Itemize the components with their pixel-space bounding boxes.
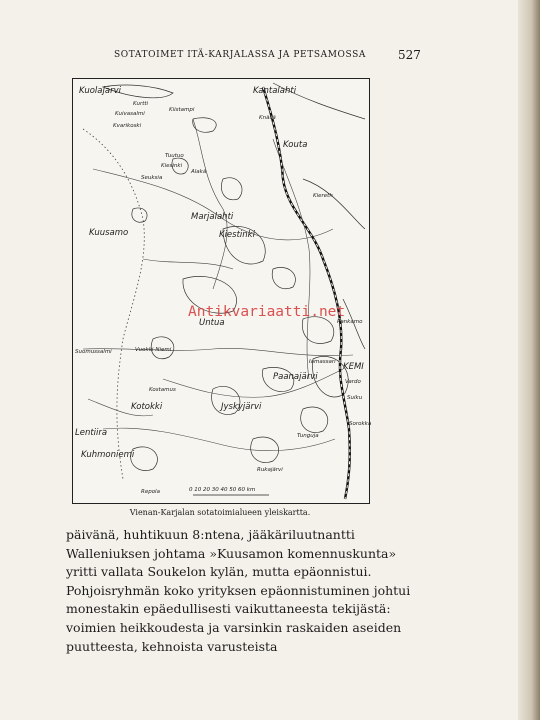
label-tuutuo: Tuutuo: [165, 153, 184, 159]
label-kurtti: Kurtti: [133, 101, 149, 107]
lake-kiestinki: [221, 178, 242, 200]
label-kiistampi: Kiistampi: [169, 107, 195, 113]
label-kuolajarvi: Kuolajärvi: [79, 86, 121, 96]
body-text: [66, 526, 412, 656]
label-vardo: Vardo: [345, 379, 361, 385]
label-marjalahti: Marjalahti: [191, 212, 234, 222]
label-kuhmoniemi: Kuhmoniemi: [81, 450, 135, 460]
label-repola: Repola: [141, 489, 160, 495]
label-kiesinki2: Kiesinki: [161, 163, 183, 169]
label-lentiira: Lentiira: [75, 428, 108, 438]
label-kostamus: Kostamus: [149, 387, 176, 393]
label-kantalahti: Kantalahti: [253, 86, 297, 96]
label-sorokka: Sorokka: [349, 421, 372, 427]
state-border: [83, 129, 144, 479]
paragraph-1: päivänä, huhtikuun 8:ntena, jääkäriluutnantti Walleniuksen johtama »Kuusamon komennuskunta» yritti vallata Soukelon kylän, mutta epäonnistui.: [66, 527, 397, 580]
lake-repola: [131, 447, 158, 471]
lake-tunguja: [301, 407, 328, 433]
label-tunguja: Tunguja: [297, 433, 319, 439]
map-svg: [73, 79, 372, 503]
label-rukajarvi: Rukajärvi: [257, 467, 283, 473]
watermark: Antikvariaatti.net: [188, 304, 346, 320]
lake-small-1: [272, 267, 295, 288]
running-head: SOTATOIMET ITÄ-KARJALASSA JA PETSAMOSSA: [114, 50, 366, 60]
label-kuivajarvi: Kuivasalmi: [115, 111, 145, 117]
label-kouta: Kouta: [283, 140, 308, 150]
label-suiku: Suiku: [347, 395, 363, 401]
label-pankamo: Pankamo: [337, 319, 363, 325]
label-knasa: Knäsä: [259, 115, 276, 121]
label-vuokkiniemi: Vuokki-Niemi: [135, 347, 172, 353]
lake-rukajarvi: [251, 437, 279, 463]
map-lakes: [103, 85, 348, 471]
label-iamasaari: Iamassari: [309, 359, 336, 365]
label-alaka: Alakä: [191, 169, 207, 175]
scale-label: 0 10 20 30 40 50 60 km: [189, 487, 256, 493]
label-untua: Untua: [199, 318, 225, 328]
label-paanajarvi: Paanajärvi: [273, 372, 318, 382]
page-edge-shadow: [518, 0, 540, 720]
map-rivers: [83, 119, 353, 451]
map-figure: [72, 78, 370, 504]
label-kiereth: Kiereth: [313, 193, 333, 199]
label-kemi: KEMI: [343, 362, 364, 372]
label-kotokki: Kotokki: [131, 402, 163, 412]
figure-caption: Vienan-Karjalan sotatoimialueen yleiskartta.: [129, 508, 311, 517]
lake-kuusamo: [132, 208, 147, 222]
label-kvarikoski: Kvarikoski: [113, 123, 142, 129]
page-number: 527: [398, 48, 421, 62]
paragraph-2: Pohjoisryhmän koko yrityksen epäonnistuminen johtui monestakin epäedullisesti vaikuttaneesta tekijästä: voimien heikkoudesta ja varsinkin raskaiden aseiden puutteesta, kehnoista varusteista: [66, 582, 411, 654]
label-kiestinki: Kiestinki: [219, 230, 255, 240]
label-kuusamo: Kuusamo: [89, 228, 129, 238]
label-seuksia: Seuksia: [141, 175, 163, 181]
label-jyskyjarvi: Jyskyjärvi: [221, 402, 262, 412]
scale-bar: [189, 487, 269, 495]
label-suomussalmi: Suomussalmi: [75, 349, 112, 355]
